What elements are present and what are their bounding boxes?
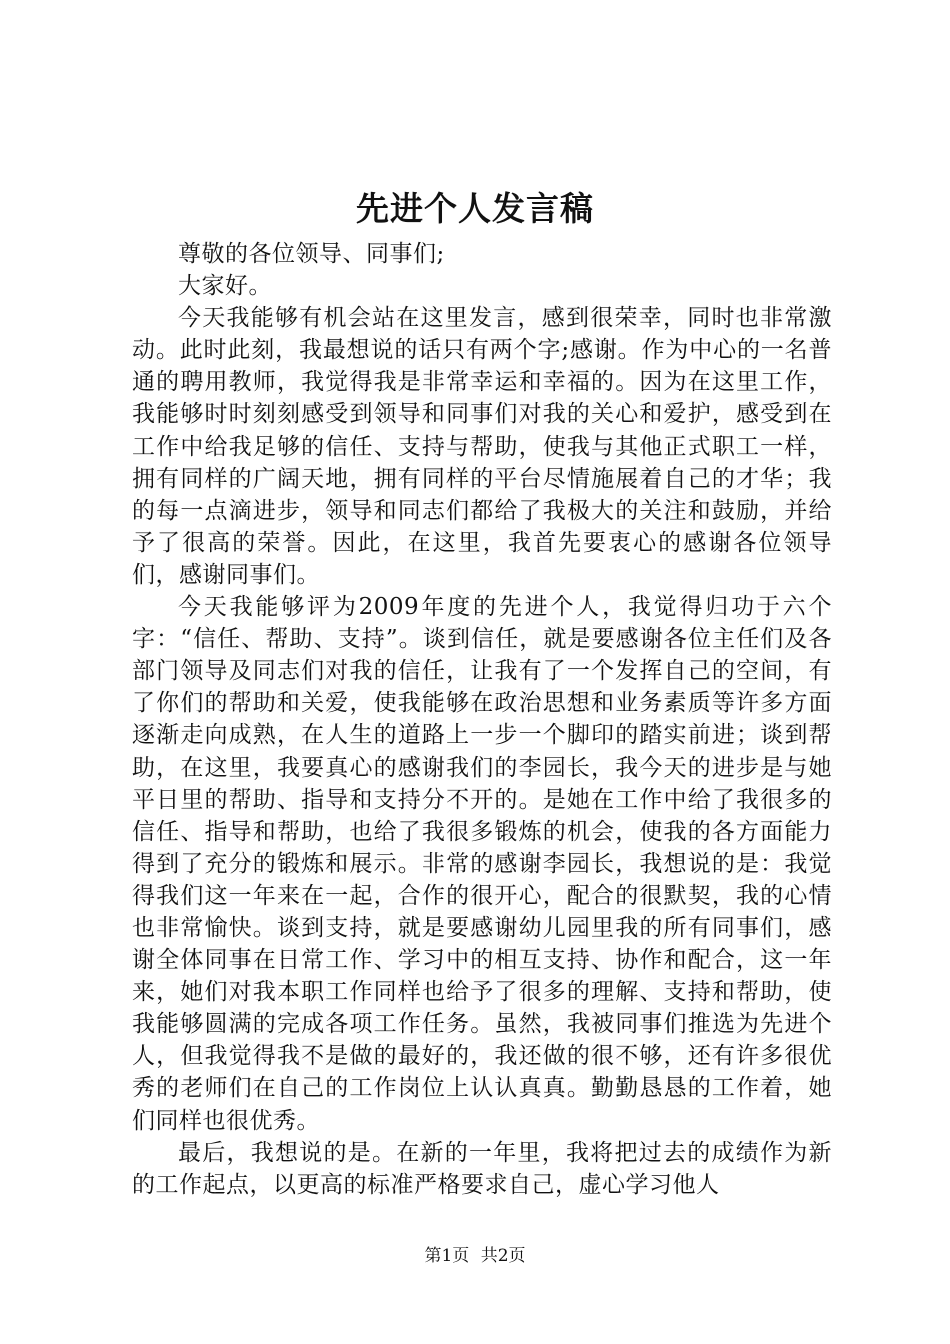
closing-paragraph: 最后，我想说的是。在新的一年里，我将把过去的成绩作为新的工作起点，以更高的标准严格要求自己，虚心学习他人 xyxy=(132,1139,832,1198)
speech-body xyxy=(132,238,832,1201)
award-paragraph: 今天我能够评为2009年度的先进个人，我觉得归功于六个字：“信任、帮助、支持”。谈到信任，就是要感谢各位主任们及各部门领导及同志们对我的信任，让我有了一个发挥自己的空间，有了你们的帮助和关爱，使我能够在政治思想和业务素质等许多方面逐渐走向成熟，在人生的道路上一步一个脚印的踏实前进；谈到帮助，在这里，我要真心的感谢我们的李园长，我今天的进步是与她平日里的帮助、指导和支持分不开的。是她在工作中给了我很多的信任、指导和帮助，也给了我很多锻炼的机会，使我的各方面能力得到了充分的锻炼和展示。非常的感谢李园长，我想说的是：我觉得我们这一年来在一起，合作的很开心，配合的很默契，我的心情也非常愉快。谈到支持，就是要感谢幼儿园里我的所有同事们，感谢全体同事在日常工作、学习中的相互支持、协作和配合，这一年来，她们对我本职工作同样也给予了很多的理解、支持和帮助，使我能够圆满的完成各项工作任务。虽然，我被同事们推选为先进个人，但我觉得我不是做的最好的，我还做的很不够，还有许多很优秀的老师们在自己的工作岗位上认认真真。勤勤恳恳的工作着，她们同样也很优秀。 xyxy=(132,594,832,1134)
page-footer xyxy=(0,1244,950,1268)
salutation-paragraph: 尊敬的各位领导、同事们; xyxy=(178,241,445,267)
page-number: 第1页 xyxy=(424,1246,470,1266)
gratitude-paragraph: 今天我能够有机会站在这里发言，感到很荣幸，同时也非常激动。此时此刻，我最想说的话只有两个字;感谢。作为中心的一名普通的聘用教师，我觉得我是非常幸运和幸福的。因为在这里工作，我能够时时刻刻感受到领导和同事们对我的关心和爱护，感受到在工作中给我足够的信任、支持与帮助，使我与其他正式职工一样，拥有同样的广阔天地，拥有同样的平台尽情施展着自己的才华；我的每一点滴进步，领导和同志们都给了我极大的关注和鼓励，并给予了很高的荣誉。因此，在这里，我首先要衷心的感谢各位领导们，感谢同事们。 xyxy=(132,305,832,588)
page-title: 先进个人发言稿 xyxy=(356,189,594,228)
page-total: 共2页 xyxy=(480,1246,526,1266)
greeting-paragraph: 大家好。 xyxy=(178,273,272,300)
